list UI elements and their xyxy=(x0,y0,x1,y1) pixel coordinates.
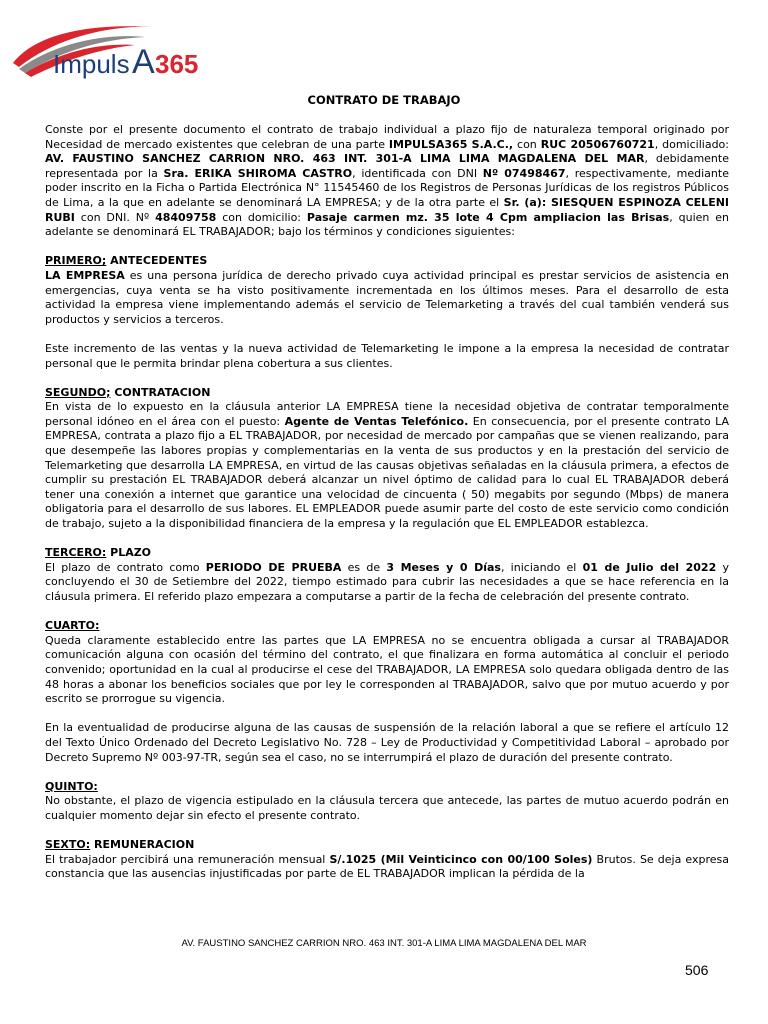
logo-text-365: 365 xyxy=(155,49,199,79)
clause-segundo-heading: SEGUNDO; CONTRATACION xyxy=(45,385,211,399)
clause-segundo-p1: En vista de lo expuesto en la cláusula anterior LA EMPRESA tiene la necesidad objetiva de contratar temporalmente personal idóneo en el área con el puesto: Agente de Ventas Telefónico. En consecuencia, por el presente contrato LA EMPRESA, contrata a plazo fijo a EL TRABAJADOR, por necesidad de mercado por campañas que se vienen realizando, para que desempeñe las labores propias y complementarias en la venta de sus productos y en la prestación del servicio de Telemarketing que desarrolla LA EMPRESA, en virtud de las causas objetivas señaladas en la cláusula primera, a efectos de cumplir su prestación EL TRABAJADOR deberá alcanzar un nivel óptimo de calidad para lo cual EL TRABAJADOR deberá tener una conexión a internet que garantice una velocidad de cincuenta ( 50) megabits por segundo (Mbps) de manera obligatoria para el desarrollo de sus labores. EL EMPLEADOR puede asumir parte del costo de este servicio como condición de trabajo, sujeto a la disponibilidad financiera de la empresa y la regulación que EL EMPLEADOR establezca. xyxy=(45,400,729,531)
document-title: CONTRATO DE TRABAJO xyxy=(307,93,461,107)
intro-paragraph: Conste por el presente documento el contrato de trabajo individual a plazo fijo de naturaleza temporal originado por Necesidad de mercado existentes que celebran de una parte IMPULSA365 S.A.C., con RUC 20506760721, domiciliado: AV. FAUSTINO SANCHEZ CARRION NRO. 463 INT. 301-A LIMA LIMA MAGDALENA DEL MAR, debidamente representada por la Sra. ERIKA SHIROMA CASTRO, identificada con DNI Nº 07498467, respectivamente, mediante poder inscrito en la Ficha o Partida Electrónica N° 11545460 de los Registros de Personas Jurídicas de los registros Públicos de Lima, a la que en adelante se denominará LA EMPRESA; y de la otra parte el Sr. (a): SIESQUEN ESPINOZA CELENI RUBI con DNI. Nº 48409758 con domicilio: Pasaje carmen mz. 35 lote 4 Cpm ampliacion las Brisas, quien en adelante se denominará EL TRABAJADOR; bajo los términos y condiciones siguientes: xyxy=(45,123,730,239)
clause-primero-heading: PRIMERO; ANTECEDENTES xyxy=(45,254,208,268)
page-footer-address: AV. FAUSTINO SANCHEZ CARRION NRO. 463 INT. 301-A LIMA LIMA MAGDALENA DEL MAR xyxy=(181,938,587,949)
logo-text-impuls: Impuls xyxy=(53,49,130,79)
clause-sexto-p1: El trabajador percibirá una remuneración mensual S/.1025 (Mil Veinticinco con 00/100 Soles) Brutos. Se deja expresa constancia que las ausencias injustificadas por parte de EL TRABAJADOR implican la pérdida de la xyxy=(45,852,729,881)
clause-quinto-heading: QUINTO: xyxy=(45,779,98,793)
clause-tercero-p1: El plazo de contrato como PERIODO DE PRUEBA es de 3 Meses y 0 Días, iniciando el 01 de Julio del 2022 y concluyendo el 30 de Setiembre del 2022, tiempo estimado para cubrir las necesidades a que se hace referencia en la cláusula primera. El referido plazo empezara a computarse a partir de la fecha de celebración del presente contrato. xyxy=(45,560,729,603)
clause-cuarto-heading: CUARTO: xyxy=(45,619,100,633)
logo-text-a: A xyxy=(132,43,155,81)
clause-sexto-heading: SEXTO: REMUNERACION xyxy=(45,838,195,852)
clause-tercero-heading: TERCERO: PLAZO xyxy=(45,546,152,560)
clause-quinto-p1: No obstante, el plazo de vigencia estipulado en la cláusula tercera que antecede, las partes de mutuo acuerdo podrán en cualquier momento dejar sin efecto el presente contrato. xyxy=(45,794,729,822)
page-number: 506 xyxy=(685,962,709,978)
clause-primero-p2: Este incremento de las ventas y la nueva actividad de Telemarketing le impone a la empresa la necesidad de contratar personal que le permita brindar plena cobertura a sus clientes. xyxy=(45,341,729,370)
clause-primero-p1: LA EMPRESA es una persona jurídica de derecho privado cuya actividad principal es prestar servicios de asistencia en emergencias, cuya venta se ha visto positivamente incrementada en los últimos meses. Para el desarrollo de esta actividad la empresa viene implementando además el servicio de Telemarketing a través del cual también venderá sus productos y servicios a terceros. xyxy=(45,268,730,326)
contract-body xyxy=(45,123,729,882)
clause-cuarto-p1: Queda claramente establecido entre las partes que LA EMPRESA no se encuentra obligada a cursar al TRABAJADOR comunicación alguna con ocasión del término del contrato, el que finalizara en forma automática al concluir el periodo convenido; oportunidad en la cual al producirse el cese del TRABAJADOR, LA EMPRESA solo quedara obligada dentro de las 48 horas a abonar los beneficios sociales que por ley le corresponden al TRABAJADOR, salvo que por mutuo acuerdo y por escrito se prorrogue su vigencia. xyxy=(45,633,729,706)
impulsa365-logo xyxy=(5,15,235,85)
clause-cuarto-p2: En la eventualidad de producirse alguna de las causas de suspensión de la relación laboral a que se refiere el artículo 12 del Texto Único Ordenado del Decreto Legislativo No. 728 – Ley de Productividad y Competitividad Laboral – aprobado por Decreto Supremo Nº 003-97-TR, según sea el caso, no se interrumpirá el plazo de duración del presente contrato. xyxy=(45,721,729,764)
